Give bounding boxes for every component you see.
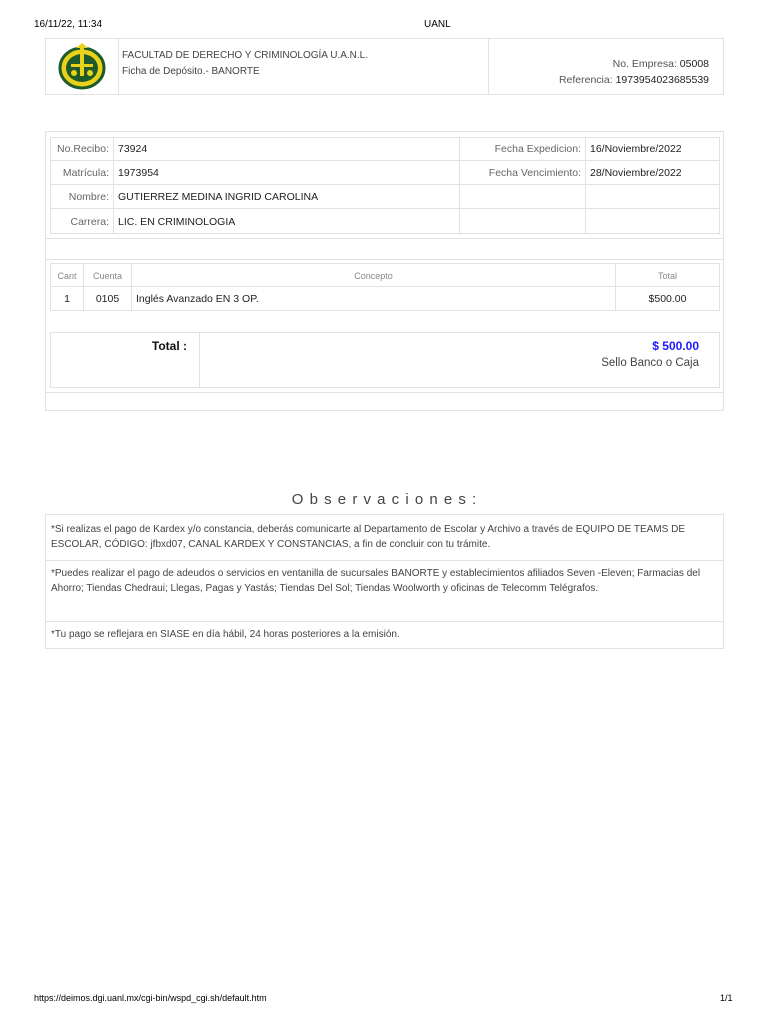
nombre-value: GUTIERREZ MEDINA INGRID CAROLINA (118, 191, 319, 203)
vencimiento-label-cell (459, 160, 586, 185)
expedicion-value-cell (585, 137, 720, 161)
sello-text: Sello Banco o Caja (601, 357, 699, 369)
matricula-label: Matrícula: (62, 167, 109, 179)
recibo-label: No.Recibo: (57, 143, 109, 155)
row-total: $500.00 (648, 293, 687, 305)
university-seal-icon (54, 42, 110, 92)
observation-item (46, 560, 723, 622)
empresa-value: 05008 (679, 58, 709, 70)
print-title: UANL (424, 19, 451, 30)
col-header-total (615, 263, 720, 287)
nombre-label: Nombre: (68, 191, 109, 203)
referencia-value: 1973954023685539 (615, 74, 709, 86)
observation-text: *Puedes realizar el pago de adeudos o servicios en ventanilla de sucursales BANORTE y establecimientos afiliados Seven -Eleven; Farmacias del Ahorro; Tiendas Chedraui; Llegas, Pagas y Yastás; Tiendas Del Sol; Tiendas Woolworth y oficinas de Telecomm Telégrafos. (51, 568, 701, 594)
spacer-row (46, 238, 723, 260)
total-amount-cell (199, 332, 720, 388)
divider (46, 392, 723, 393)
empty-cell (585, 208, 720, 234)
institution-info (118, 39, 489, 94)
observation-item (46, 515, 723, 561)
recibo-label-cell (50, 137, 114, 161)
col-header-concepto (131, 263, 616, 287)
document-type: Ficha de Depósito.- BANORTE (122, 66, 260, 77)
table-row-total (615, 286, 720, 311)
institution-header (45, 38, 724, 95)
recibo-value-cell (113, 137, 460, 161)
print-datetime: 16/11/22, 11:34 (34, 19, 103, 30)
total-label-cell (50, 332, 200, 388)
row-cuenta: 0105 (95, 293, 120, 305)
print-url[interactable]: https://deimos.dgi.uanl.mx/cgi-bin/wspd_cgi.sh/default.htm (34, 993, 267, 1003)
row-cant: 1 (64, 293, 70, 305)
col-header-total-text: Total (657, 271, 677, 281)
col-header-cant-text: Cant (57, 271, 77, 281)
carrera-value-cell (113, 208, 460, 234)
logo-cell (46, 39, 119, 94)
empty-cell (585, 184, 720, 209)
col-header-concepto-text: Concepto (354, 271, 393, 281)
col-header-cuenta-text: Cuenta (92, 271, 123, 281)
table-row-cuenta (83, 286, 132, 311)
col-header-cuenta (83, 263, 132, 287)
observations-panel (45, 514, 724, 649)
observations-title: O b s e r v a c i o n e s : (291, 491, 478, 508)
empresa-line (613, 58, 709, 70)
empty-cell (459, 184, 586, 209)
observation-text: *Si realizas el pago de Kardex y/o constancia, deberás comunicarte al Departamento de Escolar y Archivo a través de EQUIPO DE TEAMS DE ESCOLAR, CÓDIGO: jfbxd07, CANAL KARDEX Y CONSTANCIAS, a fin de concluir con tu trámite. (51, 524, 686, 550)
referencia-label: Referencia: (558, 74, 613, 86)
observation-text: *Tu pago se reflejara en SIASE en día hábil, 24 horas posteriores a la emisión. (51, 629, 400, 640)
row-concepto: Inglés Avanzado EN 3 OP. (136, 293, 259, 305)
nombre-label-cell (50, 184, 114, 209)
observation-item (46, 621, 723, 648)
table-row-concepto (131, 286, 616, 311)
empresa-label: No. Empresa: (612, 58, 677, 70)
expedicion-value: 16/Noviembre/2022 (590, 143, 682, 155)
matricula-label-cell (50, 160, 114, 185)
vencimiento-label: Fecha Vencimiento: (488, 167, 581, 179)
recibo-value: 73924 (118, 143, 148, 155)
receipt-panel (45, 131, 724, 411)
carrera-label-cell (50, 208, 114, 234)
expedicion-label: Fecha Expedicion: (494, 143, 581, 155)
empty-cell (459, 208, 586, 234)
vencimiento-value: 28/Noviembre/2022 (590, 167, 682, 179)
matricula-value-cell (113, 160, 460, 185)
total-amount: $ 500.00 (652, 339, 699, 353)
vencimiento-value-cell (585, 160, 720, 185)
matricula-value: 1973954 (118, 167, 159, 179)
col-header-cant (50, 263, 84, 287)
expedicion-label-cell (459, 137, 586, 161)
nombre-value-cell (113, 184, 460, 209)
print-page-number: 1/1 (720, 993, 733, 1003)
referencia-line (559, 74, 709, 86)
carrera-label: Carrera: (70, 216, 109, 228)
table-row-cant (50, 286, 84, 311)
carrera-value: LIC. EN CRIMINOLOGIA (118, 216, 236, 228)
institution-name: FACULTAD DE DERECHO Y CRIMINOLOGÍA U.A.N.L. (122, 50, 368, 61)
total-label: Total : (151, 339, 187, 353)
